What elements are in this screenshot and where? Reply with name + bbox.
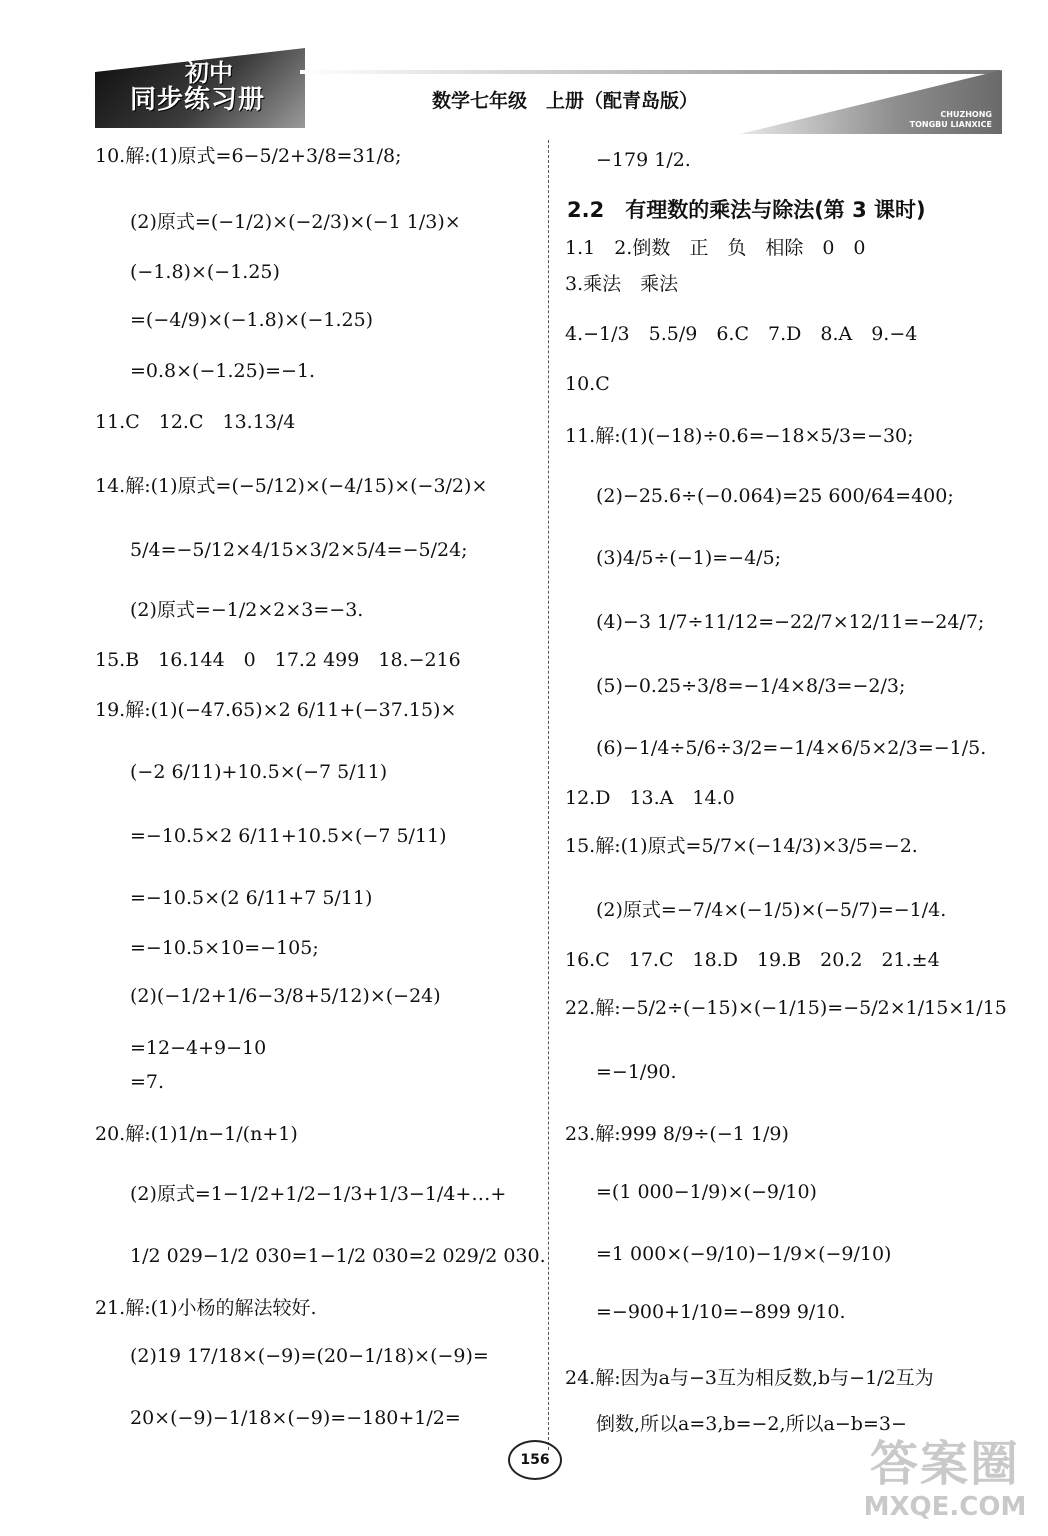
series-logo: [130, 60, 265, 115]
answer-line: (−2 6/11)+10.5×(−7 5/11): [130, 761, 388, 783]
pinyin-line-1: CHUZHONG: [940, 110, 992, 119]
watermark-line-2: MXQE.COM: [863, 1492, 1027, 1522]
answer-line: (−1.8)×(−1.25): [130, 261, 280, 283]
answer-line: 15.解:(1)原式=5/7×(−14/3)×3/5=−2.: [565, 835, 918, 857]
watermark-logo: [860, 1436, 1030, 1530]
watermark-line-1: 答案圈: [869, 1436, 1020, 1492]
answer-line: 23.解:999 8/9÷(−1 1/9): [565, 1123, 789, 1145]
answer-line: =−10.5×(2 6/11+7 5/11): [130, 887, 373, 909]
page-number: 156: [508, 1440, 562, 1480]
answer-line: (2)原式=1−1/2+1/2−1/3+1/3−1/4+…+: [130, 1183, 507, 1205]
answer-line: (2)−25.6÷(−0.064)=25 600/64=400;: [596, 485, 954, 507]
answer-line: =12−4+9−10: [130, 1037, 267, 1059]
answer-line: 12.D 13.A 14.0: [565, 787, 735, 809]
pinyin-label: [910, 110, 992, 129]
answer-line: (2)原式=−7/4×(−1/5)×(−5/7)=−1/4.: [596, 899, 947, 921]
column-divider: [548, 140, 549, 1450]
answer-line: 1.1 2.倒数 正 负 相除 0 0: [565, 237, 866, 259]
answer-line: =−900+1/10=−899 9/10.: [596, 1301, 846, 1323]
answer-line: 24.解:因为a与−3互为相反数,b与−1/2互为: [565, 1367, 934, 1389]
answer-line: 11.解:(1)(−18)÷0.6=−18×5/3=−30;: [565, 425, 914, 447]
answer-line: 倒数,所以a=3,b=−2,所以a−b=3−: [596, 1413, 907, 1435]
answer-line: 10.C: [565, 373, 610, 395]
answer-line: =−10.5×2 6/11+10.5×(−7 5/11): [130, 825, 447, 847]
logo-line-1: 初中: [185, 59, 233, 87]
answer-line: =(1 000−1/9)×(−9/10): [596, 1181, 817, 1203]
answer-line: 22.解:−5/2÷(−15)×(−1/15)=−5/2×1/15×1/15: [565, 997, 1007, 1019]
answer-line: =−10.5×10=−105;: [130, 937, 319, 959]
answer-line: 3.乘法 乘法: [565, 273, 679, 295]
answer-line: (5)−0.25÷3/8=−1/4×8/3=−2/3;: [596, 675, 906, 697]
header-rule: [300, 70, 1000, 74]
answer-line: (6)−1/4÷5/6÷3/2=−1/4×6/5×2/3=−1/5.: [596, 737, 987, 759]
answer-line: =0.8×(−1.25)=−1.: [130, 360, 316, 382]
answer-line: 21.解:(1)小杨的解法较好.: [95, 1297, 317, 1319]
answer-line: 15.B 16.144 0 17.2 499 18.−216: [95, 649, 461, 671]
answer-line: 16.C 17.C 18.D 19.B 20.2 21.±4: [565, 949, 940, 971]
pinyin-line-2: TONGBU LIANXICE: [909, 119, 992, 129]
answer-line: 19.解:(1)(−47.65)×2 6/11+(−37.15)×: [95, 699, 457, 721]
answer-line: (2)19 17/18×(−9)=(20−1/18)×(−9)=: [130, 1345, 489, 1367]
answer-line: 11.C 12.C 13.13/4: [95, 411, 296, 433]
logo-line-2: 同步练习册: [130, 85, 266, 116]
page-header: [0, 40, 1048, 140]
answer-line: 1/2 029−1/2 030=1−1/2 030=2 029/2 030.: [130, 1245, 546, 1267]
answer-line: 5/4=−5/12×4/15×3/2×5/4=−5/24;: [130, 539, 468, 561]
answer-line: =−1/90.: [596, 1061, 677, 1083]
answer-line: 14.解:(1)原式=(−5/12)×(−4/15)×(−3/2)×: [95, 475, 488, 497]
book-title: 数学七年级 上册（配青岛版）: [432, 90, 699, 112]
answer-line: =1 000×(−9/10)−1/9×(−9/10): [596, 1243, 892, 1265]
answer-line: (4)−3 1/7÷11/12=−22/7×12/11=−24/7;: [596, 611, 985, 633]
answer-line: =7.: [130, 1071, 165, 1093]
answer-line: 10.解:(1)原式=6−5/2+3/8=31/8;: [95, 145, 402, 167]
answer-line: −179 1/2.: [596, 149, 691, 171]
answer-line: 20×(−9)−1/18×(−9)=−180+1/2=: [130, 1407, 461, 1429]
answer-line: (2)(−1/2+1/6−3/8+5/12)×(−24): [130, 985, 441, 1007]
answer-line: 4.−1/3 5.5/9 6.C 7.D 8.A 9.−4: [565, 323, 918, 345]
answer-line: (3)4/5÷(−1)=−4/5;: [596, 547, 782, 569]
answer-line: 20.解:(1)1/n−1/(n+1): [95, 1123, 298, 1145]
answer-line: (2)原式=−1/2×2×3=−3.: [130, 599, 364, 621]
answer-line: =(−4/9)×(−1.8)×(−1.25): [130, 309, 374, 331]
section-title: 2.2 有理数的乘法与除法(第 3 课时): [567, 198, 926, 222]
answer-line: (2)原式=(−1/2)×(−2/3)×(−1 1/3)×: [130, 211, 461, 233]
